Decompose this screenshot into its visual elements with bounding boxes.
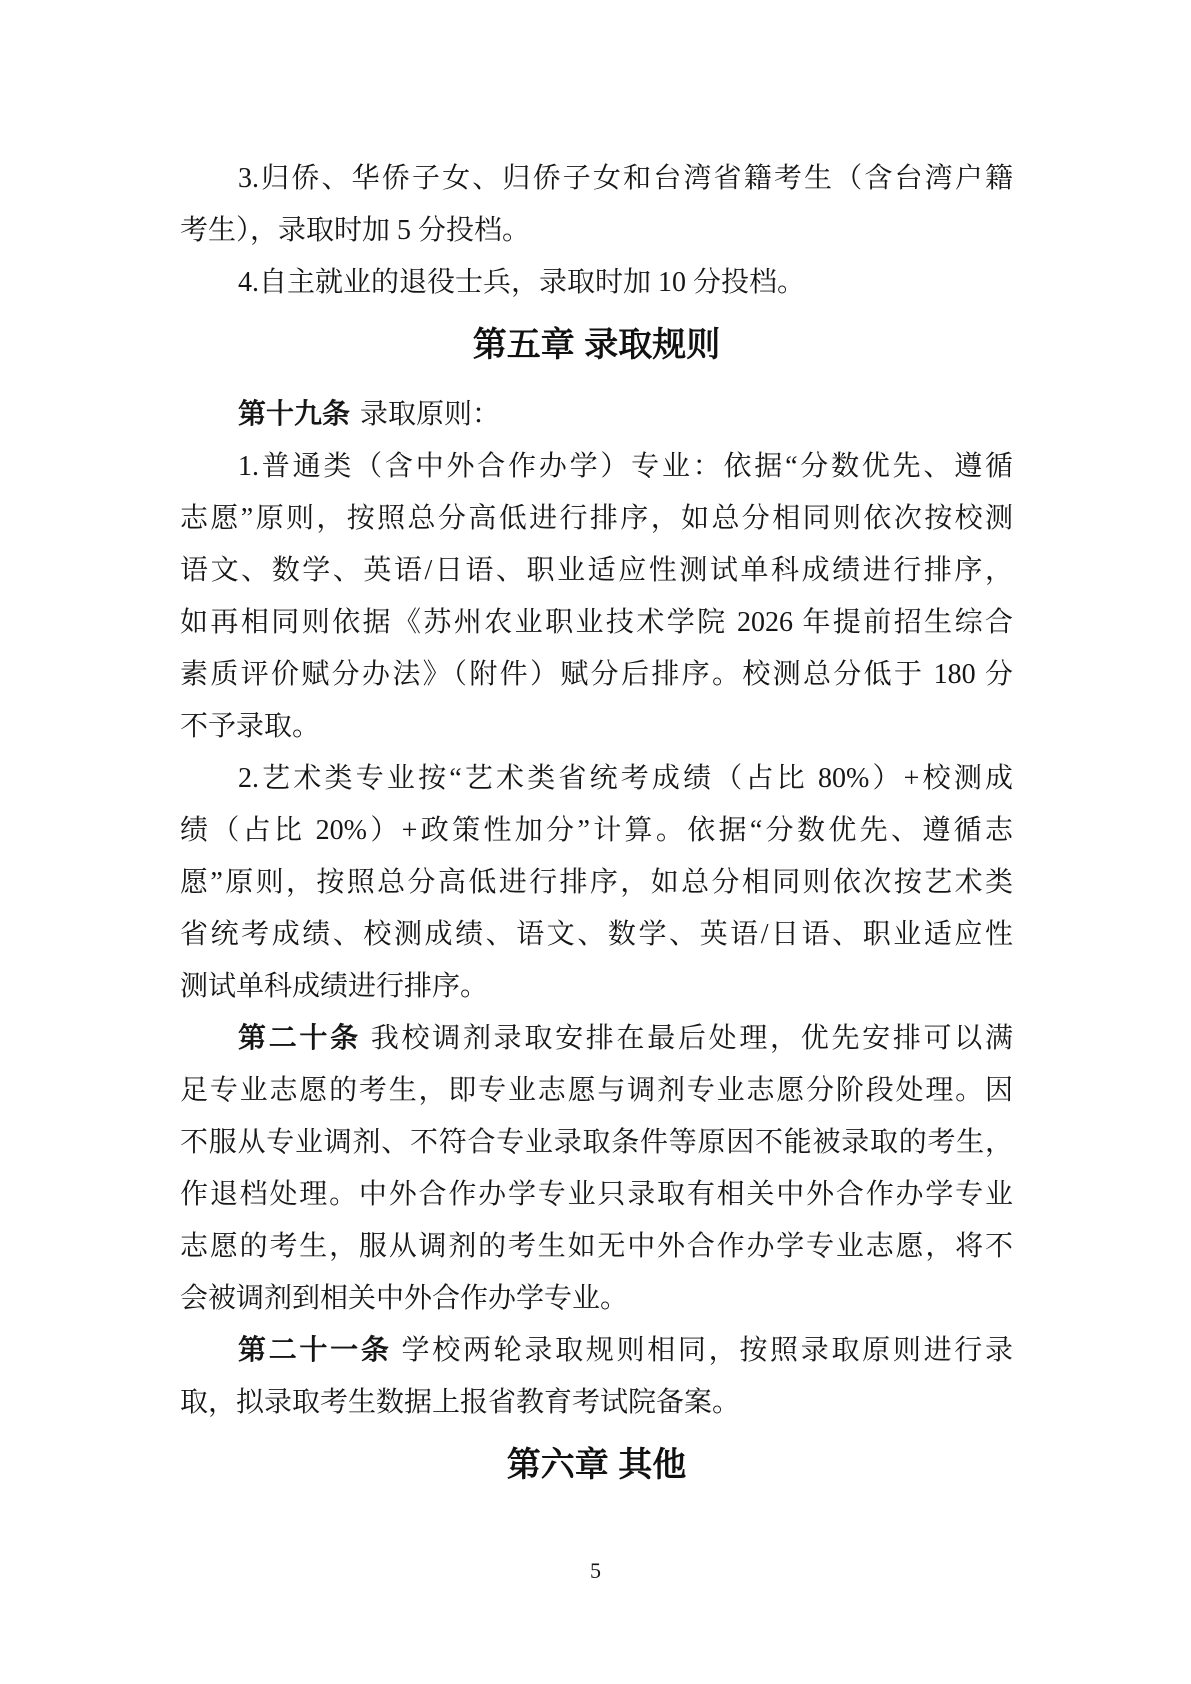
text-segment: 取，拟录取考生数据上报省教育考试院备案。 bbox=[180, 1387, 741, 1418]
text-segment: 语文、数学、英语/日语、职业适应性测试单科成绩进行排序， bbox=[180, 555, 1013, 586]
text-line bbox=[180, 545, 1013, 597]
text-line bbox=[180, 1221, 1013, 1273]
text-segment: 如再相同则依据《苏州农业职业技术学院 2026 年提前招生综合 bbox=[180, 607, 1013, 638]
text-line bbox=[180, 597, 1013, 649]
text-segment: 1.普通类（含中外合作办学）专业：依据“分数优先、遵循 bbox=[238, 451, 1013, 482]
text-line bbox=[180, 1273, 1013, 1325]
text-segment: 2.艺术类专业按“艺术类省统考成绩（占比 80%）+校测成 bbox=[238, 763, 1013, 794]
text-line bbox=[180, 1325, 1013, 1377]
text-segment: 作退档处理。中外合作办学专业只录取有相关中外合作办学专业 bbox=[180, 1179, 1013, 1210]
text-segment: 不予录取。 bbox=[180, 711, 321, 742]
text-line bbox=[180, 205, 1013, 257]
text-line bbox=[180, 441, 1013, 493]
paragraph bbox=[180, 389, 1013, 441]
text-segment: 素质评价赋分办法》（附件）赋分后排序。校测总分低于 180 分 bbox=[180, 659, 1013, 690]
text-line bbox=[180, 1117, 1013, 1169]
page-number: 5 bbox=[590, 1558, 601, 1583]
text-line bbox=[180, 961, 1013, 1013]
text-line bbox=[180, 153, 1013, 205]
paragraph bbox=[180, 753, 1013, 1013]
text-segment: 志愿的考生，服从调剂的考生如无中外合作办学专业志愿，将不 bbox=[180, 1231, 1013, 1262]
text-line bbox=[180, 805, 1013, 857]
article-number: 第二十条 bbox=[238, 1023, 361, 1054]
text-segment: 4.自主就业的退役士兵，录取时加 10 分投档。 bbox=[238, 267, 806, 298]
text-line bbox=[180, 389, 1013, 441]
text-line bbox=[180, 857, 1013, 909]
paragraph bbox=[180, 153, 1013, 257]
paragraph bbox=[180, 257, 1013, 309]
paragraph bbox=[180, 441, 1013, 753]
article-number: 第二十一条 bbox=[238, 1335, 392, 1366]
text-line bbox=[180, 1065, 1013, 1117]
text-segment: 愿”原则，按照总分高低进行排序，如总分相同则依次按艺术类 bbox=[180, 867, 1013, 898]
text-segment: 志愿”原则，按照总分高低进行排序，如总分相同则依次按校测 bbox=[180, 503, 1013, 534]
text-segment: 我校调剂录取安排在最后处理，优先安排可以满 bbox=[370, 1023, 1013, 1054]
text-segment: 测试单科成绩进行排序。 bbox=[180, 971, 489, 1002]
chapter-heading: 第六章 其他 bbox=[506, 1446, 687, 1484]
text-segment: 绩（占比 20%）+政策性加分”计算。依据“分数优先、遵循志 bbox=[180, 815, 1013, 846]
text-segment: 录取原则： bbox=[360, 399, 501, 430]
text-line bbox=[180, 1013, 1013, 1065]
text-line bbox=[180, 1169, 1013, 1221]
text-line bbox=[180, 753, 1013, 805]
chapter-heading: 第五章 录取规则 bbox=[472, 326, 721, 364]
paragraph bbox=[180, 1325, 1013, 1429]
text-line bbox=[180, 649, 1013, 701]
text-line bbox=[180, 909, 1013, 961]
text-segment: 足专业志愿的考生，即专业志愿与调剂专业志愿分阶段处理。因 bbox=[180, 1075, 1013, 1106]
text-line bbox=[180, 701, 1013, 753]
text-segment: 考生），录取时加 5 分投档。 bbox=[180, 215, 531, 246]
text-segment: 学校两轮录取规则相同，按照录取原则进行录 bbox=[401, 1335, 1013, 1366]
text-segment: 3.归侨、华侨子女、归侨子女和台湾省籍考生（含台湾户籍 bbox=[238, 163, 1013, 194]
article-number: 第十九条 bbox=[238, 399, 351, 430]
text-segment: 会被调剂到相关中外合作办学专业。 bbox=[180, 1283, 629, 1314]
text-line bbox=[180, 493, 1013, 545]
text-line bbox=[180, 257, 1013, 309]
text-line bbox=[180, 1377, 1013, 1429]
text-segment: 省统考成绩、校测成绩、语文、数学、英语/日语、职业适应性 bbox=[180, 919, 1013, 950]
document-content bbox=[180, 0, 1013, 1509]
text-segment: 不服从专业调剂、不符合专业录取条件等原因不能被录取的考生， bbox=[180, 1127, 1013, 1158]
paragraph bbox=[180, 1013, 1013, 1325]
